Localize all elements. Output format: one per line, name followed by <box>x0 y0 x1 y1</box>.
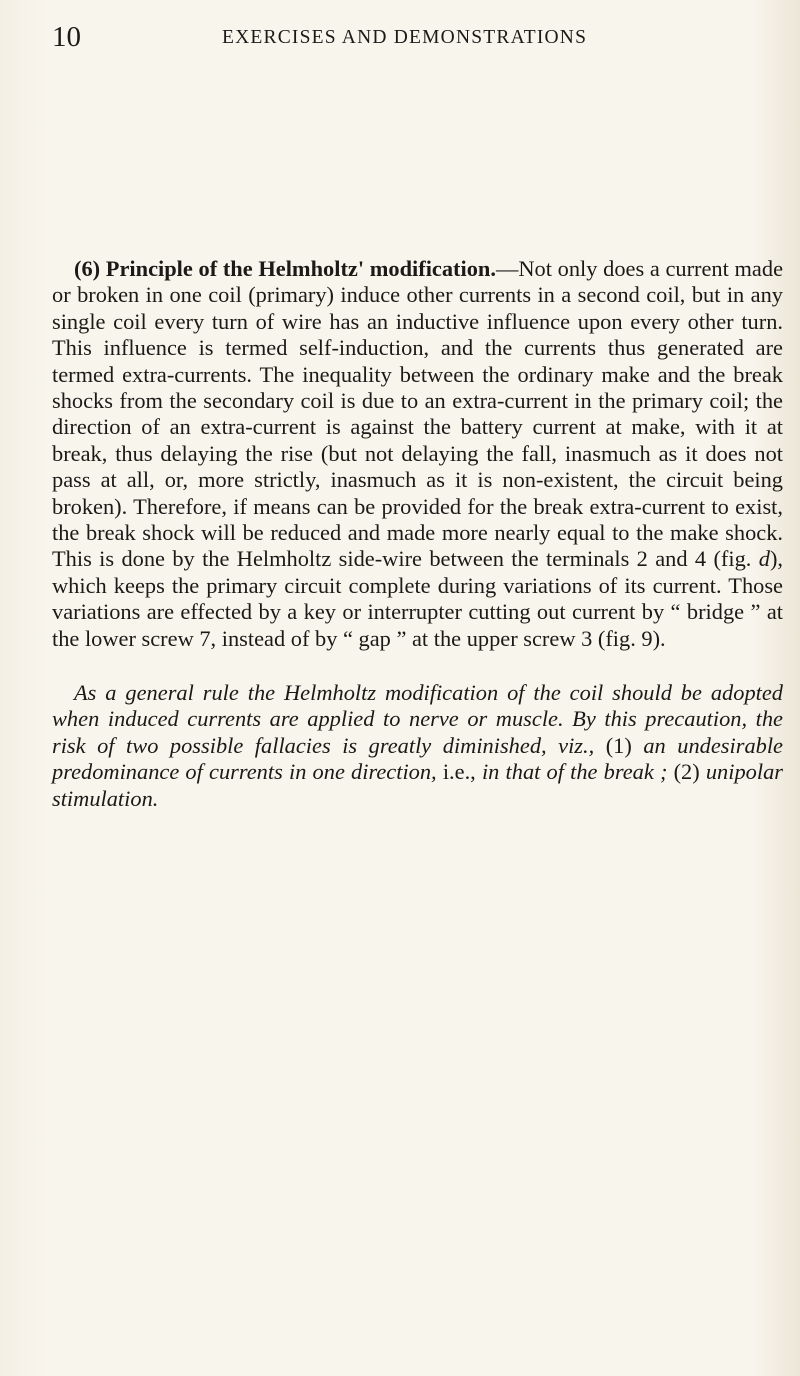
fallacy-1-continued: in that of the break ; <box>475 759 668 785</box>
paragraph-text-continued: ), which keeps the primary circuit complete during variations of its current. Those variations are effected by a key or interrupter cutting out current by “ bridge ” at the lower screw 7, instead of by “ gap ” at the upper screw 3 (fig. 9). <box>52 546 783 651</box>
page-header <box>52 20 782 56</box>
running-head: EXERCISES AND DEMONSTRATIONS <box>222 27 588 48</box>
paragraph-text: —Not only does a current made or broken in one coil (primary) induce other currents in a second coil, but in any single coil every turn of wire has an inductive influence upon every other turn. This influence is termed self-induction, and the currents thus generated are termed extra-currents. The inequality between the ordinary make and the break shocks from the secondary coil is due to an extra-current in the primary coil; the direction of an extra-current is against the battery current at make, with it at break, thus delaying the rise (but not delaying the fall, inasmuch as it does not pass at all, or, more strictly, inasmuch as it is non-existent, the circuit being broken). Therefore, if means can be provided for the break extra-current to exist, the break shock will be reduced and made more nearly equal to the make shock. This is done by the Helmholtz side-wire between the terminals 2 and 4 (fig. <box>52 256 784 572</box>
page-number: 10 <box>52 21 81 53</box>
paragraph-general-rule <box>52 680 783 812</box>
section-heading: (6) Principle of the Helmholtz' modification. <box>74 256 496 281</box>
fallacy-1: an undesirable predominance of currents in one direction, <box>52 732 783 785</box>
rule-text: As a general rule the Helmholtz modification of the coil should be adopted when induced currents are applied to nerve or muscle. By this precaution, the risk of two possible fallacies is greatly diminished, viz., <box>52 680 783 758</box>
list-number-2: (2) <box>667 759 706 785</box>
list-number-1: (1) <box>594 732 644 758</box>
figure-letter: d <box>758 546 770 572</box>
ie-abbreviation: i.e., <box>436 759 476 785</box>
paragraph-helmholtz-principle <box>52 256 783 652</box>
fallacy-2: unipolar stimulation. <box>52 759 783 811</box>
